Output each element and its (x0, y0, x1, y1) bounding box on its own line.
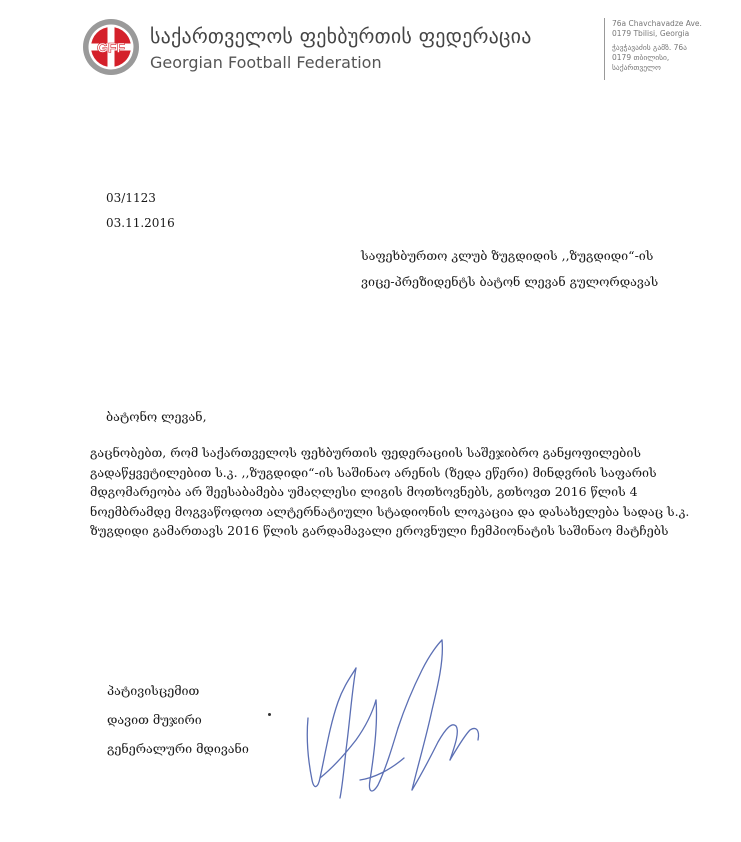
reference-number: 03/1123 (106, 191, 156, 205)
address-en-line: 0179 Tbilisi, Georgia (612, 29, 690, 38)
body-line: ნოემბრამდე მოგვაწოდოთ ალტერნატიული სტადიონის ლოკაცია და დასახელება სადაც ს.კ. (90, 503, 690, 519)
ink-dot (268, 713, 271, 716)
address-block (612, 19, 702, 73)
org-name-georgian: საქართველოს ფეხბურთის ფედერაცია (150, 24, 532, 48)
header-divider (604, 18, 605, 80)
body-line: გაცნობებთ, რომ საქართველოს ფეხბურთის ფედერაციის საშეჯიბრო განყოფილების (90, 445, 641, 460)
body-line: მდგომარეობა არ შეესაბამება უმაღლესი ლიგის მოთხოვნებს, გთხოვთ 2016 წლის 4 (90, 484, 638, 499)
address-ka-line: ჭავჭავაძის გამზ. 76ა (612, 43, 687, 52)
body-line: ზუგდიდი გამართავს 2016 წლის გარდამავალი ეროვნული ჩემპიონატის საშინაო მატჩებს (90, 523, 669, 538)
address-ka-line: საქართველო (612, 63, 661, 72)
reference-date: 03.11.2016 (106, 216, 175, 230)
gff-logo (82, 18, 140, 76)
address-ka-line: 0179 თბილისი, (612, 53, 670, 62)
addressee-line-1: საფეხბურთო კლუბ ზუგდიდის ,,ზუგდიდი“-ის (361, 248, 654, 263)
signatory-title: გენერალური მდივანი (107, 741, 249, 756)
address-en-line: 76a Chavchavadze Ave. (612, 19, 702, 28)
closing-regards: პატივისცემით (107, 683, 200, 698)
body-line: გადაწყვეტილებით ს.კ. ,,ზუგდიდი“-ის საშინაო არენის (ზედა ეწერი) მინდვრის საფარის (90, 464, 657, 480)
addressee-line-2: ვიცე-პრეზიდენტს ბატონ ლევან გულორდავას (361, 274, 659, 289)
signature (300, 630, 490, 810)
salutation: ბატონო ლევან, (106, 409, 207, 424)
org-name-english: Georgian Football Federation (150, 53, 382, 72)
signatory-name: დავით მუჯირი (107, 712, 202, 727)
letter-body (90, 443, 690, 541)
logo-text: GFF (97, 39, 125, 56)
